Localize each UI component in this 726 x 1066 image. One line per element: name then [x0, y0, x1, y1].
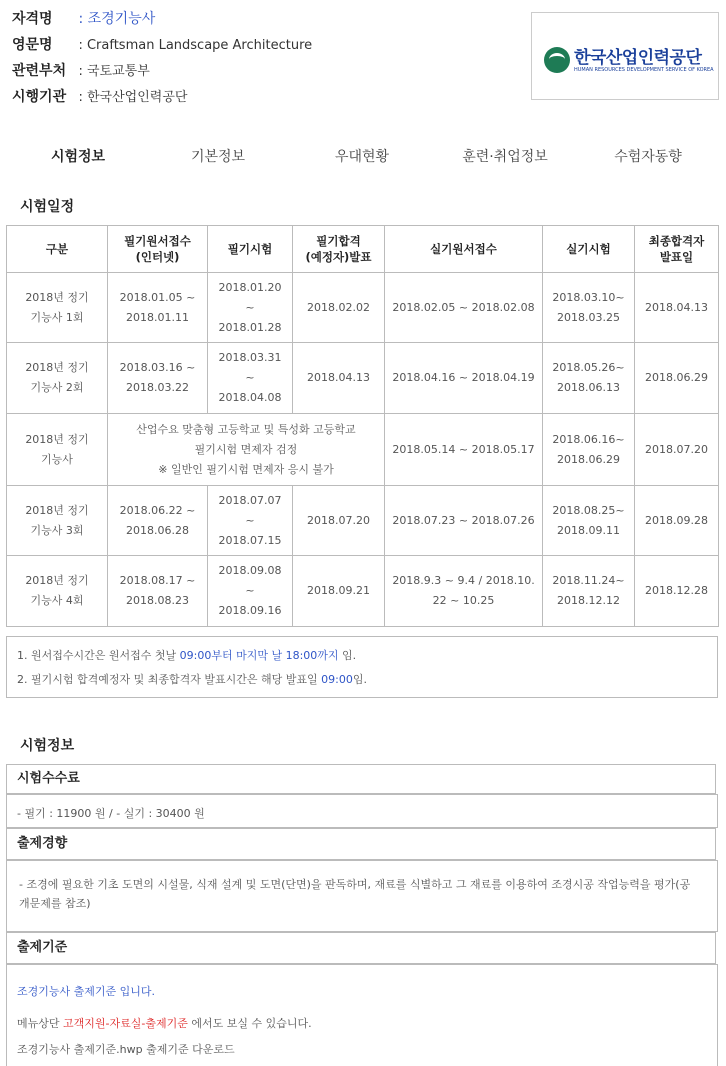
- ministry-value: : 국토교통부: [78, 64, 150, 79]
- note-2-text: 2. 필기시험 합격예정자 및 최종합격자 발표시간은 해당 발표일: [17, 673, 322, 686]
- english-label: 영문명: [12, 37, 53, 53]
- qualification-info: [12, 6, 312, 110]
- note-1-highlight: 09:00부터 마지막 날 18:00까지: [179, 649, 339, 662]
- cell-written-result: 2018.02.02: [293, 273, 385, 343]
- header-practical-exam: 실기시험: [543, 226, 635, 273]
- cell-exemption-note: 산업수요 맞춤형 고등학교 및 특성화 고등학교 필기시험 면제자 검정 ※ 일반인 필기시험 면제자 응시 불가: [108, 414, 385, 486]
- table-row: [7, 486, 719, 556]
- fee-section: [6, 794, 718, 828]
- agency-value: : 한국산업인력공단: [78, 90, 188, 105]
- note-2-suffix: 임.: [352, 673, 367, 686]
- cell-final: 2018.12.28: [635, 556, 719, 627]
- tab-basic-info[interactable]: 기본정보: [190, 149, 246, 165]
- ministry-label: 관련부처: [12, 63, 67, 79]
- cell-final: 2018.04.13: [635, 273, 719, 343]
- name-value: : 조경기능사: [78, 11, 156, 27]
- tab-candidate-trends[interactable]: 수험자동향: [614, 149, 682, 165]
- english-value: : Craftsman Landscape Architecture: [78, 38, 313, 53]
- cell-practical-apply: 2018.04.16 ~ 2018.04.19: [385, 343, 543, 414]
- agency-label: 시행기관: [12, 89, 67, 105]
- note-1-text: 1. 원서접수시간은 원서접수 첫날: [17, 649, 180, 662]
- cell-written-exam: 2018.01.20 ~ 2018.01.28: [208, 273, 293, 343]
- criteria-section: [6, 964, 718, 1066]
- criteria-download-link[interactable]: 조경기능사 출제기준.hwp 출제기준 다운로드: [17, 1043, 235, 1056]
- cell-round: 2018년 정기 기능사 2회: [7, 343, 108, 414]
- ministry-row: [12, 58, 312, 84]
- table-row: [7, 273, 719, 343]
- cell-practical-exam: 2018.06.16~ 2018.06.29: [543, 414, 635, 486]
- logo-text: 한국산업인력공단: [574, 48, 702, 68]
- cell-written-apply: 2018.08.17 ~ 2018.08.23: [108, 556, 208, 627]
- exam-info-title: 시험정보: [20, 738, 75, 754]
- cell-practical-apply: 2018.9.3 ~ 9.4 / 2018.10. 22 ~ 10.25: [385, 556, 543, 627]
- cell-practical-exam: 2018.11.24~ 2018.12.12: [543, 556, 635, 627]
- cell-written-result: 2018.04.13: [293, 343, 385, 414]
- cell-round: 2018년 정기 기능사 4회: [7, 556, 108, 627]
- header-round: 구분: [7, 226, 108, 273]
- cell-practical-apply: 2018.07.23 ~ 2018.07.26: [385, 486, 543, 556]
- logo-subtext: HUMAN RESOURCES DEVELOPMENT SERVICE OF KOREA: [574, 67, 714, 73]
- schedule-notes: [6, 636, 718, 698]
- name-row: [12, 6, 312, 32]
- agency-row: [12, 84, 312, 110]
- header-practical-apply: 실기원서접수: [385, 226, 543, 273]
- cell-round: 2018년 정기 기능사: [7, 414, 108, 486]
- cell-practical-apply: 2018.05.14 ~ 2018.05.17: [385, 414, 543, 486]
- cell-written-result: 2018.07.20: [293, 486, 385, 556]
- criteria-menu-path[interactable]: 고객지원-자료실-출제기준: [63, 1017, 188, 1030]
- criteria-link[interactable]: 조경기능사 출제기준 입니다.: [17, 985, 156, 998]
- table-row: [7, 343, 719, 414]
- schedule-table: [6, 225, 719, 627]
- cell-written-apply: 2018.06.22 ~ 2018.06.28: [108, 486, 208, 556]
- cell-round: 2018년 정기 기능사 1회: [7, 273, 108, 343]
- table-header-row: [7, 226, 719, 273]
- tab-preference[interactable]: 우대현황: [334, 149, 390, 165]
- note-2-highlight: 09:00: [321, 673, 353, 686]
- cell-final: 2018.07.20: [635, 414, 719, 486]
- cell-written-exam: 2018.07.07 ~ 2018.07.15: [208, 486, 293, 556]
- tab-exam-info[interactable]: 시험정보: [50, 149, 106, 165]
- header-written-apply: 필기원서접수 (인터넷): [108, 226, 208, 273]
- cell-written-result: 2018.09.21: [293, 556, 385, 627]
- agency-logo: [531, 12, 719, 100]
- cell-written-exam: 2018.03.31 ~ 2018.04.08: [208, 343, 293, 414]
- fee-heading: 시험수수료: [6, 764, 716, 794]
- trend-text: - 조경에 필요한 기초 도면의 시설물, 식재 설계 및 도면(단면)을 판독하며, 재료를 식별하고 그 재료를 이용하여 조경시공 작업능력을 평가(공개문제를 참조): [19, 878, 691, 910]
- cell-final: 2018.06.29: [635, 343, 719, 414]
- cell-practical-exam: 2018.05.26~ 2018.06.13: [543, 343, 635, 414]
- cell-practical-exam: 2018.03.10~ 2018.03.25: [543, 273, 635, 343]
- tab-bar: [0, 140, 726, 174]
- criteria-menu-prefix: 메뉴상단: [17, 1017, 64, 1030]
- tab-training-jobs[interactable]: 훈련·취업정보: [462, 149, 548, 165]
- cell-final: 2018.09.28: [635, 486, 719, 556]
- header-final: 최종합격자 발표일: [635, 226, 719, 273]
- cell-round: 2018년 정기 기능사 3회: [7, 486, 108, 556]
- name-label: 자격명: [12, 11, 53, 27]
- header-written-result: 필기합격 (예정자)발표: [293, 226, 385, 273]
- note-1: [17, 647, 356, 663]
- cell-practical-apply: 2018.02.05 ~ 2018.02.08: [385, 273, 543, 343]
- note-2: [17, 671, 367, 687]
- cell-written-apply: 2018.01.05 ~ 2018.01.11: [108, 273, 208, 343]
- criteria-menu-suffix: 에서도 보실 수 있습니다.: [187, 1017, 312, 1030]
- table-row: [7, 556, 719, 627]
- logo-mark-icon: [544, 47, 570, 73]
- trend-heading: 출제경향: [6, 828, 716, 860]
- criteria-heading: 출제기준: [6, 932, 716, 964]
- cell-written-exam: 2018.09.08 ~ 2018.09.16: [208, 556, 293, 627]
- criteria-menu-note: [17, 1015, 312, 1031]
- cell-practical-exam: 2018.08.25~ 2018.09.11: [543, 486, 635, 556]
- english-row: [12, 32, 312, 58]
- schedule-title: 시험일정: [20, 199, 75, 215]
- note-1-suffix: 임.: [338, 649, 357, 662]
- cell-written-apply: 2018.03.16 ~ 2018.03.22: [108, 343, 208, 414]
- trend-section: [6, 860, 718, 932]
- table-row: [7, 414, 719, 486]
- header-written-exam: 필기시험: [208, 226, 293, 273]
- fee-text: - 필기 : 11900 원 / - 실기 : 30400 원: [17, 807, 205, 820]
